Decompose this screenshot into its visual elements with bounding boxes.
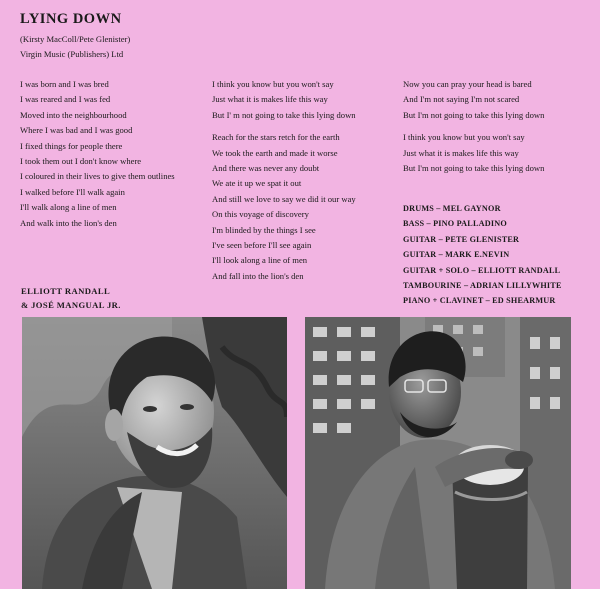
- lyric-line: I think you know but you won't say: [403, 132, 525, 143]
- publisher: Virgin Music (Publishers) Ltd: [20, 49, 124, 59]
- caption-line: & JOSÉ MANGUAL JR.: [21, 299, 121, 310]
- lyric-line: And fall into the lion's den: [212, 270, 304, 281]
- lyric-line: I took them out I don't know where: [20, 155, 142, 166]
- credit-line: DRUMS – MEL GAYNOR: [403, 204, 501, 213]
- lyric-line: And walk into the lion's den: [20, 217, 117, 228]
- lyric-line: Where I was bad and I was good: [20, 125, 133, 136]
- songwriters: (Kirsty MacColl/Pete Glenister): [20, 34, 131, 44]
- credit-line: GUITAR + SOLO – ELLIOTT RANDALL: [403, 265, 561, 275]
- lyric-line: I think you know but you won't say: [212, 79, 334, 89]
- credit-line: GUITAR – MARK E.NEVIN: [403, 250, 510, 260]
- lyric-line: We took the earth and made it worse: [212, 147, 338, 158]
- caption-line: ELLIOTT RANDALL: [21, 286, 111, 296]
- lyric-line: Reach for the stars retch for the earth: [212, 132, 340, 143]
- credit-line: TAMBOURINE – ADRIAN LILLYWHITE: [403, 280, 562, 290]
- lyric-line: On this voyage of discovery: [212, 209, 309, 220]
- portrait-photo-right: [305, 317, 571, 589]
- lyric-line: We ate it up we spat it out: [212, 178, 302, 189]
- lyric-line: I was born and I was bred: [20, 79, 109, 89]
- lyric-line: And there was never any doubt: [212, 162, 320, 173]
- lyrics-column-2: [212, 77, 356, 284]
- lyric-line: But I'm not going to take this lying down: [403, 109, 545, 120]
- credit-line: GUITAR – PETE GLENISTER: [403, 234, 520, 244]
- credit-line: BASS – PINO PALLADINO: [403, 219, 507, 229]
- lyric-line: I've seen before I'll see again: [212, 239, 312, 250]
- photo-caption: [21, 285, 121, 312]
- lyric-line: I coloured in their lives to give them outlines: [20, 171, 175, 182]
- lyrics-column-3: [403, 77, 544, 176]
- lyric-line: I walked before I'll walk again: [20, 186, 125, 197]
- lyric-line: But I' m not going to take this lying down: [212, 109, 356, 120]
- lyrics-column-1: [20, 77, 175, 231]
- portrait-photo-left: [22, 317, 287, 589]
- musician-credits: [403, 201, 562, 309]
- lyric-line: I'll look along a line of men: [212, 255, 308, 266]
- lyric-line: Just what it is makes life this way: [212, 94, 328, 105]
- lyric-line: I'll walk along a line of men: [20, 202, 117, 213]
- lyric-line: And still we love to say we did it our way: [212, 193, 356, 204]
- lyric-line: Moved into the neighbourhood: [20, 109, 127, 120]
- credit-line: PIANO + CLAVINET – ED SHEARMUR: [403, 296, 556, 306]
- lyric-line: But I'm not going to take this lying down: [403, 162, 545, 173]
- lyric-line: And I'm not saying I'm not scared: [403, 94, 520, 105]
- lyric-line: Just what it is makes life this way: [403, 147, 519, 158]
- lyric-line: I fixed things for people there: [20, 140, 123, 151]
- song-title: LYING DOWN: [20, 11, 122, 27]
- lyric-line: I was reared and I was fed: [20, 94, 111, 105]
- lyric-line: Now you can pray your head is bared: [403, 79, 532, 89]
- lyric-line: I'm blinded by the things I see: [212, 224, 316, 235]
